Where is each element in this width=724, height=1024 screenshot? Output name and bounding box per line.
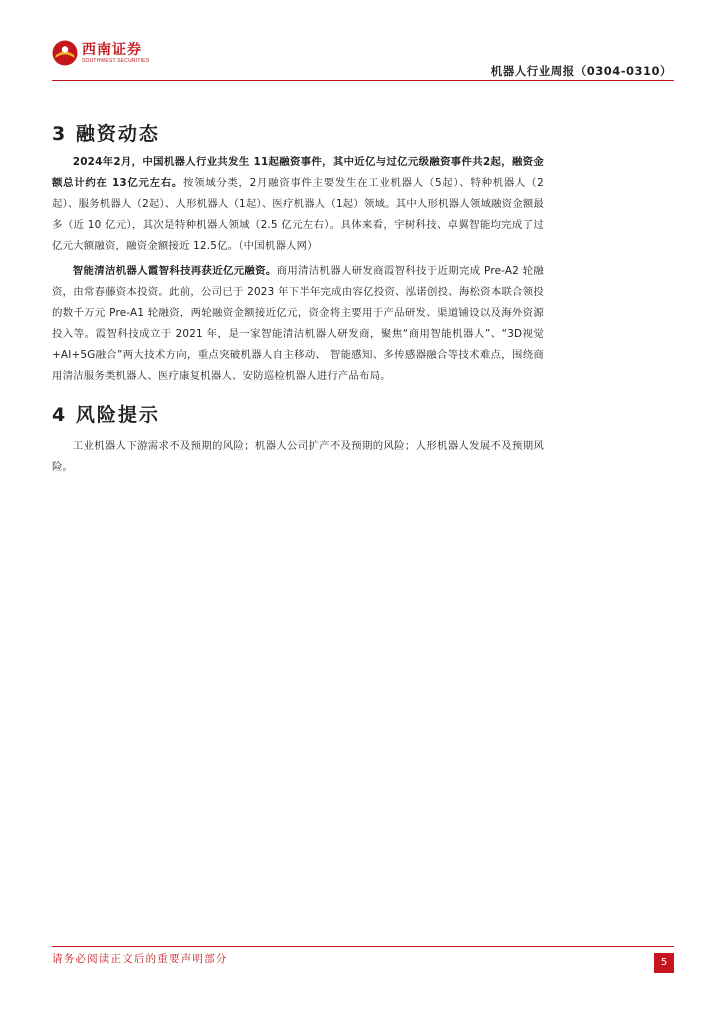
disclaimer-note: 请务必阅读正文后的重要声明部分 [52,953,228,965]
paragraph-financing-summary [52,152,544,257]
footer-divider [52,946,674,947]
company-logo [52,40,149,66]
section-heading-risk: 4 风险提示 [52,404,160,426]
page-header [52,40,674,84]
report-title: 机器人行业周报（0304-0310） [490,64,672,78]
financing-summary-body: 按领域分类，2月融资事件主要发生在工业机器人（5起）、特种机器人（2起）、服务机器人（2起）、人形机器人（1起）、医疗机器人（1起）领域。其中人形机器人领域融资金额最多（近 10 亿元），其次是特种机器人领域（2.5 亿元左右）。具体来看，宇树科技、卓翼智能均完成了过亿元大额融资，融资金额接近 12.5亿。（中国机器人网） [52,177,544,252]
page-number: 5 [654,953,674,973]
page-content [52,120,544,478]
section-heading-financing: 3 融资动态 [52,123,160,145]
financing-summary-lead: 2024年2月，中国机器人行业共发生 11起融资事件，其中近亿与过亿元级融资事件共2起，融资金额总计约在 13亿元左右。 [52,156,544,189]
paragraph-xiazhi-financing [52,261,544,387]
xiazhi-financing-lead: 智能清洁机器人霞智科技再获近亿元融资。 [72,265,277,277]
header-divider [52,80,674,81]
xiazhi-financing-body: 商用清洁机器人研发商霞智科技于近期完成 Pre-A2 轮融资，由常春藤资本投资。此前，公司已于 2023 年下半年完成由容亿投资、泓诺创投、海松资本联合领投的数千万元 Pre-A1 轮融资，两轮融资金额接近亿元，资金将主要用于产品研发、渠道铺设以及海外资源投入等。霞智科技成立于 2021 年，是一家智能清洁机器人研发商，聚焦“商用智能机器人”、“3D视觉+AI+5G融合”两大技术方向，重点突破机器人自主移动、 智能感知、多传感器融合等技术难点，围绕商用清洁服务类机器人、医疗康复机器人、安防巡检机器人进行产品布局。 [52,265,544,382]
page-footer [52,946,674,976]
logo-english-name: SOUTHWEST SECURITIES [82,58,150,64]
paragraph-risk-warning: 工业机器人下游需求不及预期的风险；机器人公司扩产不及预期的风险；人形机器人发展不及预期风险。 [52,440,544,473]
logo-chinese-name: 西南证券 [82,42,142,58]
logo-emblem-icon [52,40,78,66]
